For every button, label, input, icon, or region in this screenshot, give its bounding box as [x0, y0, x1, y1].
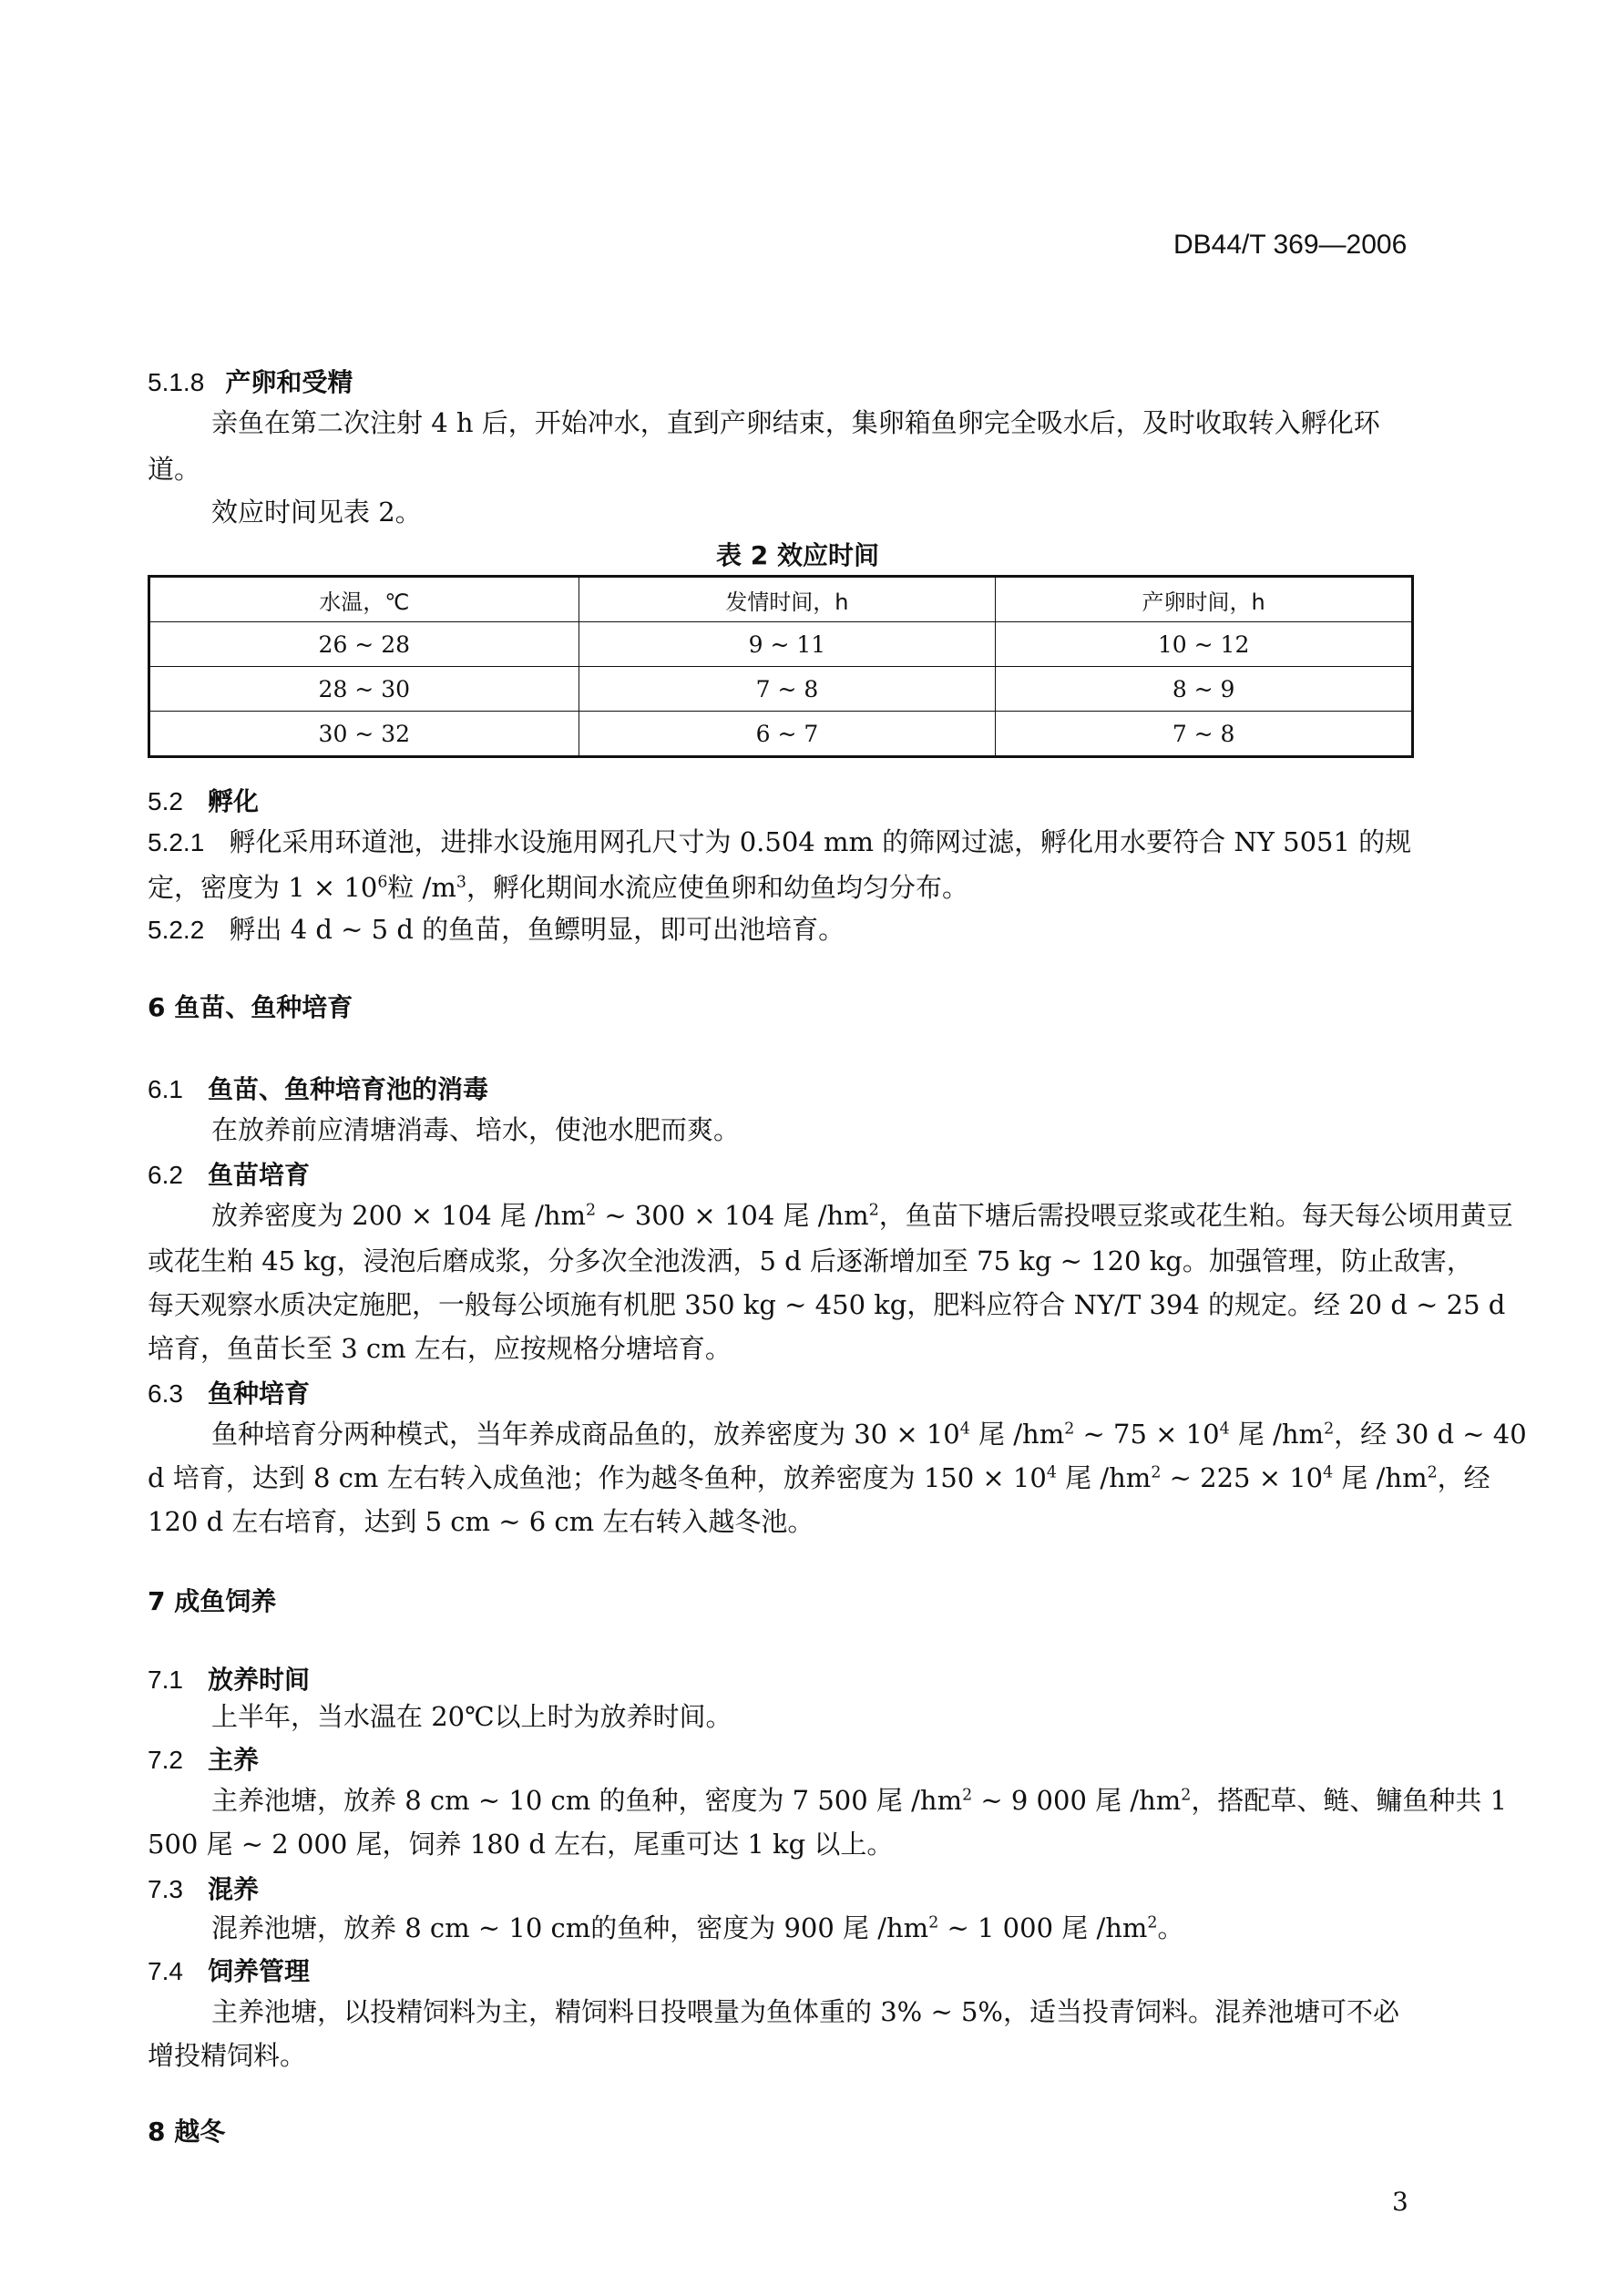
- table-header-row: [149, 577, 1413, 622]
- text-run: ，经 30 d ~ 40: [1334, 1419, 1527, 1450]
- table-cell: 6 ~ 7: [579, 712, 996, 757]
- superscript: 4: [1323, 1463, 1334, 1482]
- text-run: ~ 225 × 10: [1161, 1462, 1324, 1493]
- paragraph-line: 上半年，当水温在 20℃以上时为放养时间。: [211, 1701, 732, 1732]
- table-cell: 26 ~ 28: [149, 622, 579, 667]
- text-run: 粒 /m: [387, 872, 456, 903]
- section-title: 混养: [208, 1874, 260, 1904]
- section-title: 鱼苗、鱼种培育池的消毒: [208, 1074, 489, 1104]
- text-run: 鱼种培育分两种模式，当年养成商品鱼的，放养密度为 30 × 10: [211, 1419, 960, 1450]
- text-run: ~ 75 × 10: [1074, 1419, 1220, 1450]
- paragraph-line: 主养池塘，以投精饲料为主，精饲料日投喂量为鱼体重的 3% ~ 5%，适当投青饲料。混养池塘可不必: [211, 1996, 1399, 2027]
- paragraph-text: 孵出 4 d ~ 5 d 的鱼苗，鱼鳔明显，即可出池培育。: [229, 914, 845, 945]
- superscript: 2: [962, 1786, 973, 1805]
- section-5-1-8-heading: [148, 363, 353, 399]
- paragraph-text: 孵化采用环道池，进排水设施用网孔尺寸为 0.504 mm 的筛网过滤，孵化用水要符合 NY 5051 的规: [229, 826, 1412, 857]
- superscript: 2: [868, 1201, 879, 1220]
- section-title: 饲养管理: [208, 1956, 311, 1986]
- document-id: DB44/T 369—2006: [1173, 230, 1408, 260]
- section-number: 5.2.2: [148, 916, 205, 944]
- page-number: 3: [1392, 2187, 1408, 2217]
- paragraph-line: [148, 826, 1412, 857]
- section-6-1-heading: [148, 1070, 488, 1106]
- table-row: [149, 622, 1413, 667]
- superscript: 2: [1324, 1420, 1335, 1439]
- text-run: ~ 1 000 尾 /hm: [938, 1912, 1148, 1943]
- paragraph-line: 120 d 左右培育，达到 5 cm ~ 6 cm 左右转入越冬池。: [148, 1506, 814, 1537]
- text-run: 放养密度为 200 × 104 尾 /hm: [211, 1200, 587, 1231]
- table-header-cell: 水温，℃: [149, 577, 579, 622]
- section-title: 孵化: [208, 786, 260, 816]
- section-number: 7.2: [148, 1746, 183, 1774]
- paragraph-line: 或花生粕 45 kg，浸泡后磨成浆，分多次全池泼洒，5 d 后逐渐增加至 75 kg ~ 120 kg。加强管理，防止敌害，: [148, 1245, 1473, 1276]
- table-cell: 8 ~ 9: [996, 667, 1413, 712]
- superscript: 2: [928, 1913, 939, 1932]
- section-number: 6.2: [148, 1161, 183, 1189]
- table-header-cell: 发情时间，h: [579, 577, 996, 622]
- section-7-1-heading: [148, 1660, 310, 1696]
- paragraph-line: 道。: [148, 454, 201, 485]
- section-number: 7.1: [148, 1666, 183, 1694]
- text-run: 。: [1157, 1912, 1184, 1943]
- section-number: 5.1.8: [148, 368, 205, 396]
- section-7-2-heading: [148, 1740, 259, 1777]
- paragraph-line: 培育，鱼苗长至 3 cm 左右，应按规格分塘培育。: [148, 1333, 732, 1364]
- paragraph-line: 在放养前应清塘消毒、培水，使池水肥而爽。: [211, 1114, 741, 1145]
- table-caption: 表 2 效应时间: [716, 540, 879, 570]
- section-title: 鱼苗培育: [208, 1160, 311, 1190]
- paragraph-line: 500 尾 ~ 2 000 尾，饲养 180 d 左右，尾重可达 1 kg 以上。: [148, 1829, 894, 1860]
- chapter-8-heading: 8 越冬: [148, 2117, 226, 2147]
- table-header-cell: 产卵时间，h: [996, 577, 1413, 622]
- superscript: 4: [1219, 1420, 1230, 1439]
- table-cell: 10 ~ 12: [996, 622, 1413, 667]
- text-run: ，搭配草、鲢、鳙鱼种共 1: [1191, 1785, 1508, 1816]
- superscript: 3: [456, 873, 466, 892]
- section-title: 鱼种培育: [208, 1379, 311, 1409]
- section-7-3-heading: [148, 1870, 259, 1906]
- text-run: 尾 /hm: [1333, 1462, 1428, 1493]
- section-number: 6.1: [148, 1075, 183, 1103]
- chapter-7-heading: 7 成鱼饲养: [148, 1586, 277, 1616]
- superscript: 2: [1181, 1786, 1192, 1805]
- section-7-4-heading: [148, 1952, 310, 1988]
- section-5-2-heading: [148, 782, 259, 818]
- section-title: 产卵和受精: [225, 367, 353, 397]
- chapter-6-heading: 6 鱼苗、鱼种培育: [148, 992, 353, 1022]
- text-run: ，经: [1437, 1462, 1490, 1493]
- superscript: 4: [1046, 1463, 1057, 1482]
- table-row: [149, 712, 1413, 757]
- text-run: 主养池塘，放养 8 cm ~ 10 cm 的鱼种，密度为 7 500 尾 /hm: [211, 1785, 963, 1816]
- text-run: d 培育，达到 8 cm 左右转入成鱼池；作为越冬鱼种，放养密度为 150 × 10: [148, 1462, 1047, 1493]
- text-run: ~ 300 × 104 尾 /hm: [596, 1200, 869, 1231]
- superscript: 2: [1064, 1420, 1075, 1439]
- paragraph-line: 增投精饲料。: [148, 2040, 307, 2071]
- text-run: ，鱼苗下塘后需投喂豆浆或花生粕。每天每公顷用黄豆: [878, 1200, 1513, 1231]
- paragraph-line: [211, 1200, 1513, 1231]
- section-title: 放养时间: [208, 1665, 311, 1695]
- paragraph-line: [211, 1421, 1527, 1448]
- superscript: 2: [1151, 1463, 1162, 1482]
- paragraph-line: [211, 1912, 1184, 1943]
- section-number: 5.2.1: [148, 828, 205, 856]
- superscript: 2: [1147, 1913, 1158, 1932]
- paragraph-line: 亲鱼在第二次注射 4 h 后，开始冲水，直到产卵结束，集卵箱鱼卵完全吸水后，及时收取转入孵化环: [211, 407, 1380, 438]
- text-run: 尾 /hm: [1229, 1419, 1325, 1450]
- text-run: 定，密度为 1 × 10: [148, 872, 378, 903]
- paragraph-line: 效应时间见表 2。: [211, 497, 422, 528]
- section-number: 7.3: [148, 1875, 183, 1903]
- effect-time-table: [148, 575, 1414, 758]
- text-run: ，孵化期间水流应使鱼卵和幼鱼均匀分布。: [466, 872, 968, 903]
- superscript: 2: [586, 1201, 597, 1220]
- superscript: 4: [959, 1420, 970, 1439]
- section-6-3-heading: [148, 1374, 310, 1410]
- paragraph-line: [148, 1462, 1490, 1493]
- superscript: 6: [377, 873, 388, 892]
- text-run: 尾 /hm: [969, 1419, 1065, 1450]
- table-row: [149, 667, 1413, 712]
- text-run: ~ 9 000 尾 /hm: [972, 1785, 1182, 1816]
- section-number: 5.2: [148, 787, 183, 815]
- paragraph-line: [148, 872, 968, 903]
- text-run: 混养池塘，放养 8 cm ~ 10 cm的鱼种，密度为 900 尾 /hm: [211, 1912, 929, 1943]
- text-run: 尾 /hm: [1056, 1462, 1152, 1493]
- table-cell: 9 ~ 11: [579, 622, 996, 667]
- table-cell: 7 ~ 8: [996, 712, 1413, 757]
- section-number: 7.4: [148, 1957, 183, 1985]
- paragraph-line: [148, 914, 845, 945]
- paragraph-line: [211, 1785, 1508, 1816]
- section-number: 6.3: [148, 1379, 183, 1408]
- table-cell: 7 ~ 8: [579, 667, 996, 712]
- superscript: 2: [1427, 1463, 1438, 1482]
- section-title: 主养: [208, 1745, 260, 1775]
- table-cell: 30 ~ 32: [149, 712, 579, 757]
- paragraph-line: 每天观察水质决定施肥，一般每公顷施有机肥 350 kg ~ 450 kg，肥料应符合 NY/T 394 的规定。经 20 d ~ 25 d: [148, 1289, 1506, 1320]
- table-cell: 28 ~ 30: [149, 667, 579, 712]
- section-6-2-heading: [148, 1155, 310, 1192]
